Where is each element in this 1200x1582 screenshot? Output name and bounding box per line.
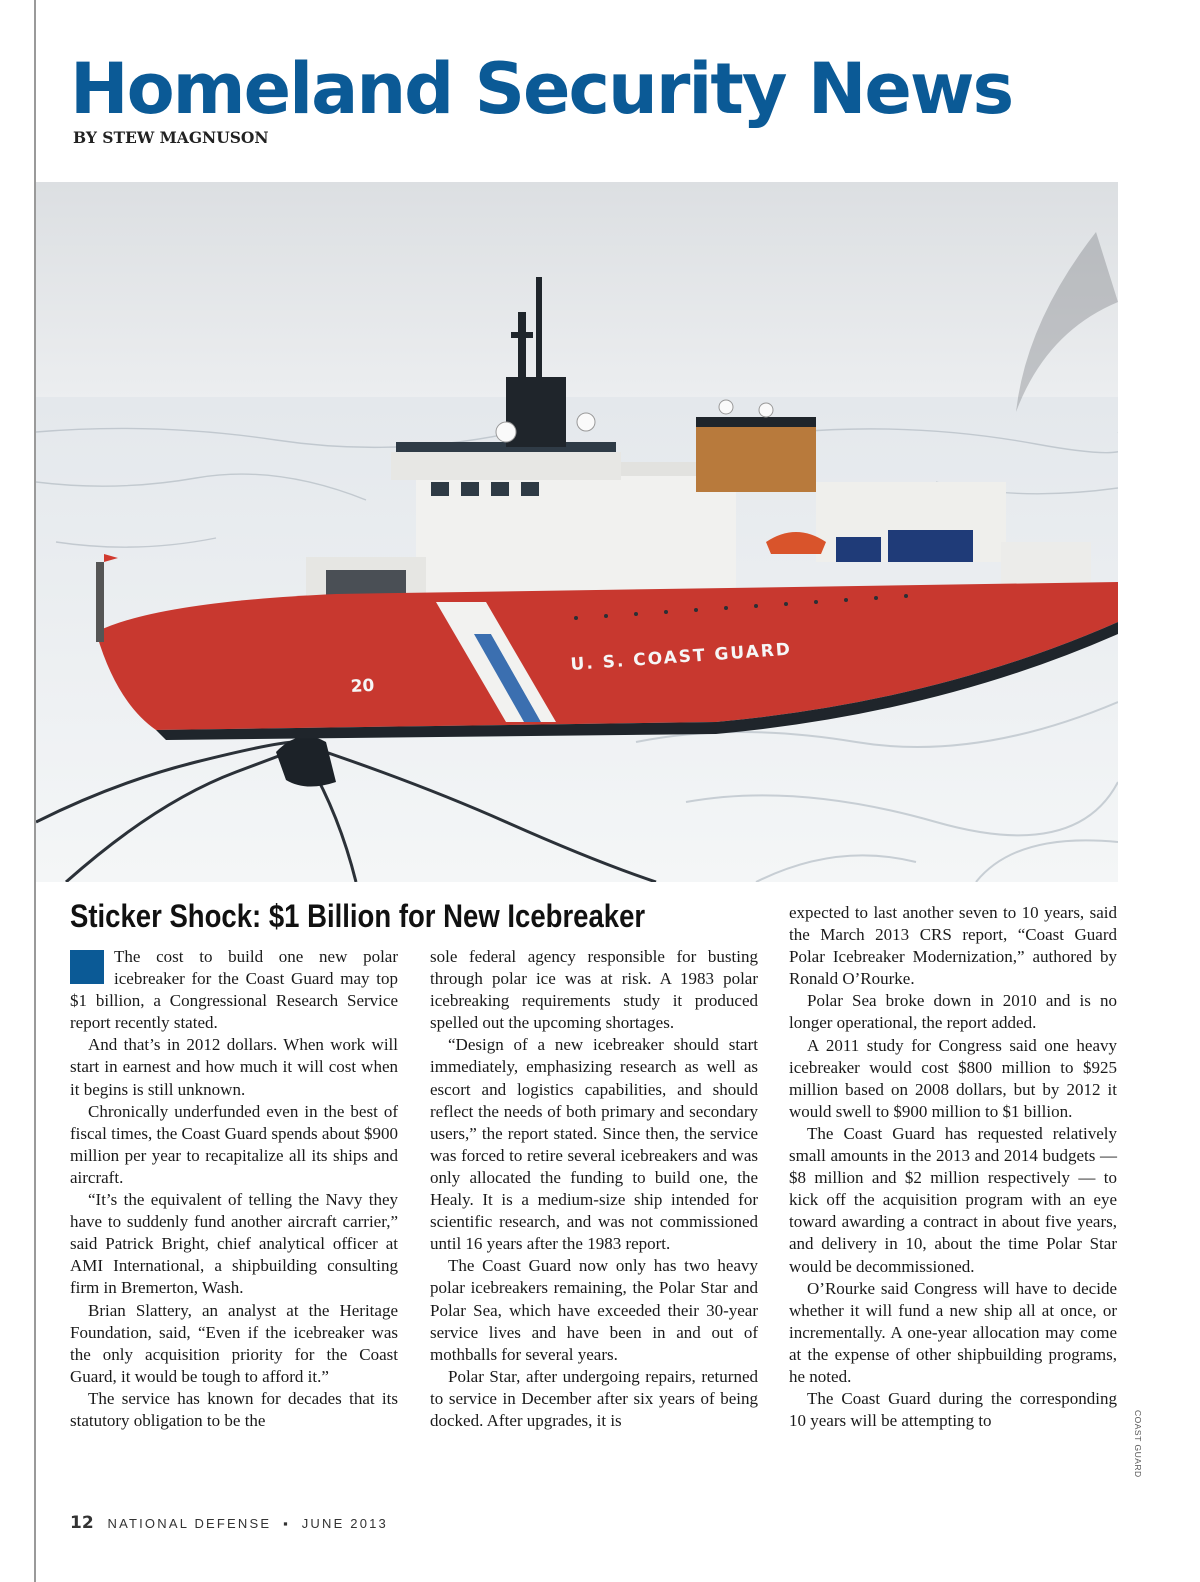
article-column-2 xyxy=(430,946,758,1474)
photo-credit: COAST GUARD xyxy=(1133,1410,1143,1478)
article-column-1 xyxy=(70,946,398,1474)
paragraph: Brian Slattery, an analyst at the Heritage Foundation, said, “Even if the icebreaker was the only acquisition priority for the Coast Guard, it would be tough to afford it.” xyxy=(70,1300,398,1386)
hull-lettering: U. S. COAST GUARD xyxy=(569,639,793,675)
paragraph: expected to last another seven to 10 years, said the March 2013 CRS report, “Coast Guard Polar Icebreaker Modernization,” authored by Ronald O’Rourke. xyxy=(789,903,1117,989)
issue-date: JUNE 2013 xyxy=(301,1516,388,1531)
paragraph: Polar Star, after undergoing repairs, returned to service in December after six years of being docked. After upgrades, it is xyxy=(430,1366,758,1430)
paragraph: And that’s in 2012 dollars. When work will start in earnest and how much it will cost when it begins is still unknown. xyxy=(70,1035,398,1099)
paragraph: The service has known for decades that its statutory obligation to be the xyxy=(70,1388,398,1430)
page-footer xyxy=(70,1513,388,1533)
article-column-3 xyxy=(789,902,1117,1474)
drop-cap-marker xyxy=(70,950,104,984)
paragraph: “It’s the equivalent of telling the Navy they have to suddenly fund another aircraft carrier,” said Patrick Bright, chief analytical officer at AMI International, a shipbuilding consulting firm in Bremerton, Wash. xyxy=(70,1190,398,1298)
page-number: 12 xyxy=(70,1513,94,1533)
paragraph: sole federal agency responsible for busting through polar ice was at risk. A 1983 polar icebreaking requirements study it produced spelled out the upcoming shortages. xyxy=(430,947,758,1033)
footer-separator: ▪ xyxy=(283,1516,290,1531)
icebreaker-photo xyxy=(36,182,1118,882)
section-title: Homeland Security News xyxy=(70,48,1013,130)
paragraph: Chronically underfunded even in the best of fiscal times, the Coast Guard spends about $900 million per year to recapitalize all its ships and aircraft. xyxy=(70,1101,398,1187)
paragraph: Polar Sea broke down in 2010 and is no longer operational, the report added. xyxy=(789,991,1117,1033)
paragraph: The cost to build one new polar icebreaker for the Coast Guard may top $1 billion, a Congressional Research Service report recently stated. xyxy=(70,947,398,1033)
byline: BY STEW MAGNUSON xyxy=(73,128,269,147)
publication-name: NATIONAL DEFENSE xyxy=(107,1516,272,1531)
article-headline: Sticker Shock: $1 Billion for New Icebreaker xyxy=(70,898,646,934)
paragraph: The Coast Guard now only has two heavy polar icebreakers remaining, the Polar Star and Polar Sea, which have exceeded their 30-year service lives and have been in and out of mothballs for several years. xyxy=(430,1256,758,1364)
paragraph: A 2011 study for Congress said one heavy icebreaker would cost $800 million to $925 million based on 2008 dollars, but by 2012 it would swell to $900 million to $1 billion. xyxy=(789,1035,1117,1121)
paragraph: The Coast Guard during the corresponding 10 years will be attempting to xyxy=(789,1389,1117,1431)
hull-number: 20 xyxy=(350,675,375,697)
paragraph: The Coast Guard has requested relatively small amounts in the 2013 and 2014 budgets — $8 million and $2 million respectively — to kick off the acquisition program with an eye toward awarding a contract in about five years, and delivery in 10, about the time Polar Star would be decommissioned. xyxy=(789,1123,1117,1276)
paragraph: “Design of a new icebreaker should start immediately, emphasizing research as well as escort and logistics capabilities, and should reflect the needs of both primary and secondary users,” the report stated. Since then, the service was forced to retire several icebreakers and was only allocated the funding to build one, the Healy. It is a medium-size ship intended for scientific research, and was not commissioned until 16 years after the 1983 report. xyxy=(430,1035,758,1254)
paragraph: O’Rourke said Congress will have to decide whether it will fund a new ship all at once, or incrementally. A one-year allocation may come at the expense of other shipbuilding programs, he noted. xyxy=(789,1278,1117,1386)
